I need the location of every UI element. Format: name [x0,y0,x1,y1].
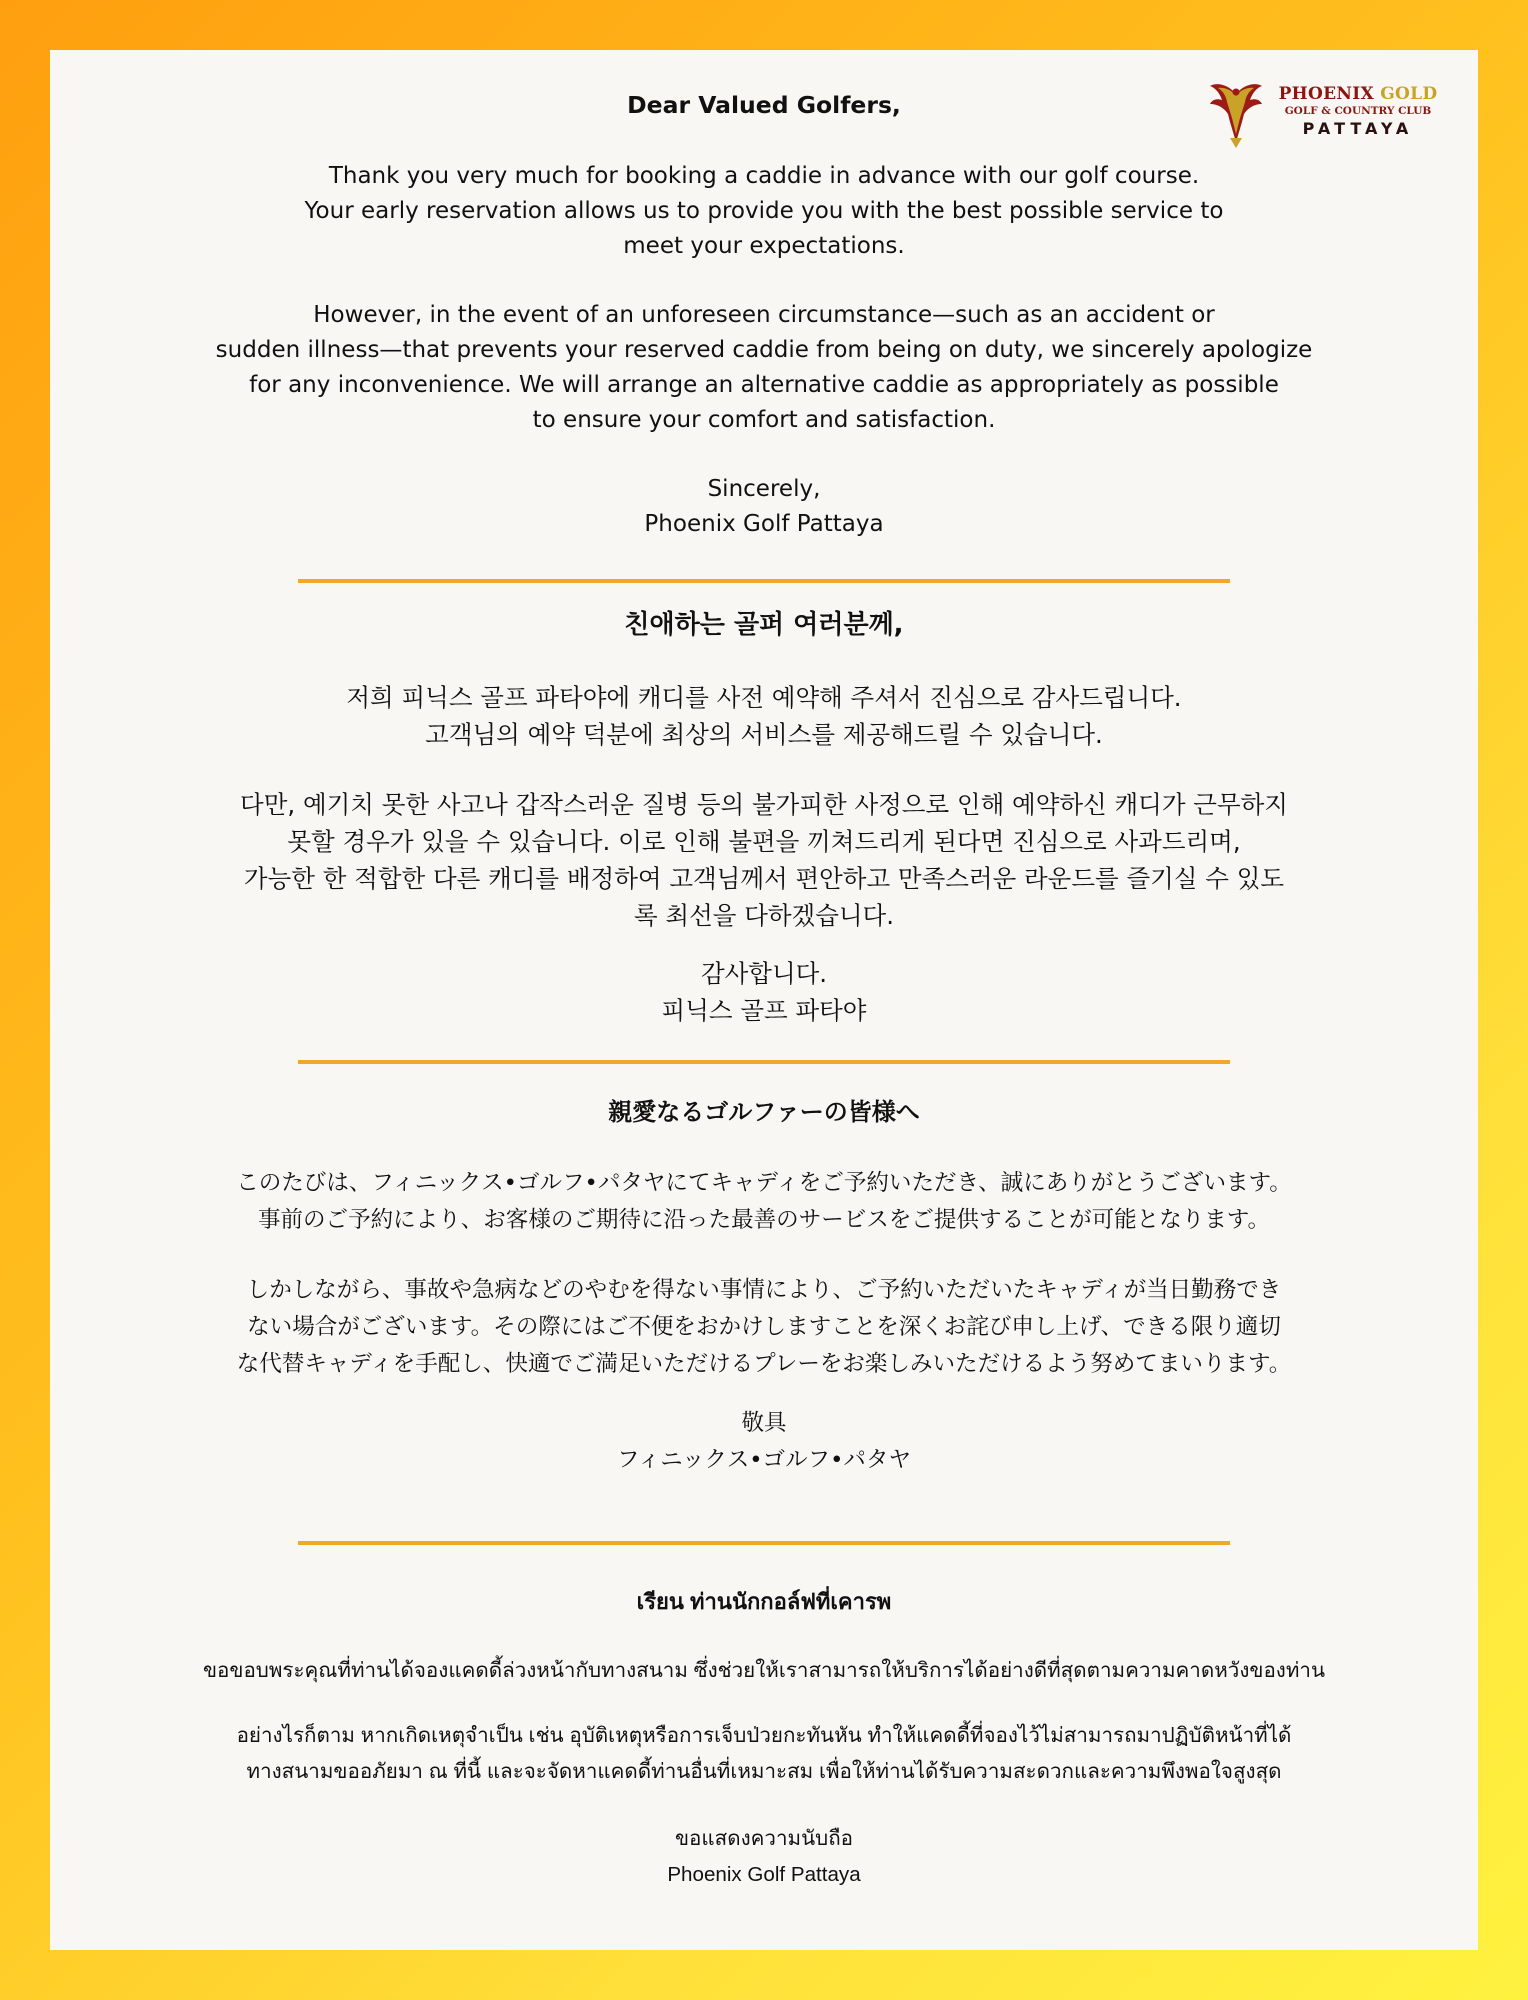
text-line: meet your expectations. [623,233,905,259]
text-line: Your early reservation allows us to provide you with the best possible service to [304,198,1224,224]
signature-text: Phoenix Golf Pattaya [667,1863,861,1886]
text-line: ขอขอบพระคุณที่ท่านได้จองแคดดี้ล่วงหน้ากับทางสนาม ซึ่งช่วยให้เราสามารถให้บริการได้อย่างดีที่สุดตามความคาดหวังของท่าน [202,1659,1326,1682]
closing-text: Sincerely, [707,476,821,502]
text-line: 다만, 예기치 못한 사고나 갑작스러운 질병 등의 불가피한 사정으로 인해 예약하신 캐디가 근무하지 [240,790,1288,819]
english-greeting: Dear Valued Golfers, [627,91,901,119]
text-line: 저희 피닉스 골프 파타야에 캐디를 사전 예약해 주셔서 진심으로 감사드립니다. [346,683,1182,712]
signature-text: フィニックス•ゴルフ•パタヤ [616,1447,912,1473]
english-closing [50,472,1478,542]
text-line: 事前のご予約により、お客様のご期待に沿った最善のサービスをご提供することが可能となります。 [257,1207,1271,1233]
logo-name: PHOENIX [1278,84,1374,104]
closing-text: ขอแสดงความนับถือ [674,1827,854,1850]
text-line: 고객님의 예약 덕분에 최상의 서비스를 제공해드릴 수 있습니다. [425,720,1103,749]
text-line: for any inconvenience. We will arrange an alternative caddie as appropriately as possible [249,372,1279,398]
korean-paragraph-2 [50,786,1478,934]
korean-closing [50,955,1478,1029]
text-line: However, in the event of an unforeseen circumstance—such as an accident or [313,302,1215,328]
text-line: อย่างไรก็ตาม หากเกิดเหตุจำเป็น เช่น อุบัติเหตุหรือการเจ็บป่วยกะทันหัน ทำให้แคดดี้ที่จองไว้ไม่สามารถมาปฏิบัติหน้าที่ได้ [236,1724,1292,1747]
english-paragraph-2 [50,298,1478,438]
section-divider [298,1541,1230,1545]
signature-text: Phoenix Golf Pattaya [644,511,884,537]
text-line: しかしながら、事故や急病などのやむを得ない事情により、ご予約いただいたキャディが当日勤務でき [246,1277,1282,1303]
japanese-paragraph-2 [50,1272,1478,1383]
section-divider [298,1060,1230,1064]
english-paragraph-1 [50,159,1478,264]
logo-name-gold: GOLD [1380,84,1438,104]
thai-closing [50,1821,1478,1893]
text-line: 록 최선을 다하겠습니다. [633,901,895,930]
text-line: このたびは、フィニックス•ゴルフ•パタヤにてキャディをご予約いただき、誠にありがとうございます。 [236,1170,1292,1196]
japanese-closing [50,1405,1478,1479]
thai-greeting: เรียน ท่านนักกอล์ฟที่เคารพ [636,1589,892,1614]
closing-text: 감사합니다. [700,959,828,988]
thai-paragraph-2 [50,1718,1478,1790]
text-line: ทางสนามขออภัยมา ณ ที่นี้ และจะจัดหาแคดดี้ท่านอื่นที่เหมาะสม เพื่อให้ท่านได้รับความสะดวกและความพึงพอใจสูงสุด [246,1760,1282,1783]
text-line: to ensure your comfort and satisfaction. [532,407,996,433]
thai-paragraph-1 [50,1653,1478,1689]
text-line: 가능한 한 적합한 다른 캐디를 배정하여 고객님께서 편안하고 만족스러운 라운드를 즐기실 수 있도 [243,864,1285,893]
signature-text: 피닉스 골프 파타야 [661,996,867,1025]
text-line: sudden illness—that prevents your reserved caddie from being on duty, we sincerely apologize [215,337,1313,363]
logo-subtitle: GOLF & COUNTRY CLUB [1284,105,1432,117]
text-line: Thank you very much for booking a caddie in advance with our golf course. [328,163,1200,189]
japanese-greeting: 親愛なるゴルファーの皆様へ [608,1097,920,1126]
text-line: ない場合がございます。その際にはご不便をおかけしますことを深くお詫び申し上げ、できる限り適切 [247,1314,1281,1340]
japanese-paragraph-1 [50,1165,1478,1239]
logo-location: PATTAYA [1302,119,1414,138]
text-line: 못할 경우가 있을 수 있습니다. 이로 인해 불편을 끼쳐드리게 된다면 진심으로 사과드리며, [287,827,1241,856]
closing-text: 敬具 [741,1410,787,1436]
text-line: な代替キャディを手配し、快適でご満足いただけるプレーをお楽しみいただけるよう努めてまいります。 [236,1351,1292,1377]
korean-greeting: 친애하는 골퍼 여러분께, [624,610,904,640]
section-divider [298,579,1230,583]
korean-paragraph-1 [50,679,1478,753]
letter-sheet [50,50,1478,1950]
